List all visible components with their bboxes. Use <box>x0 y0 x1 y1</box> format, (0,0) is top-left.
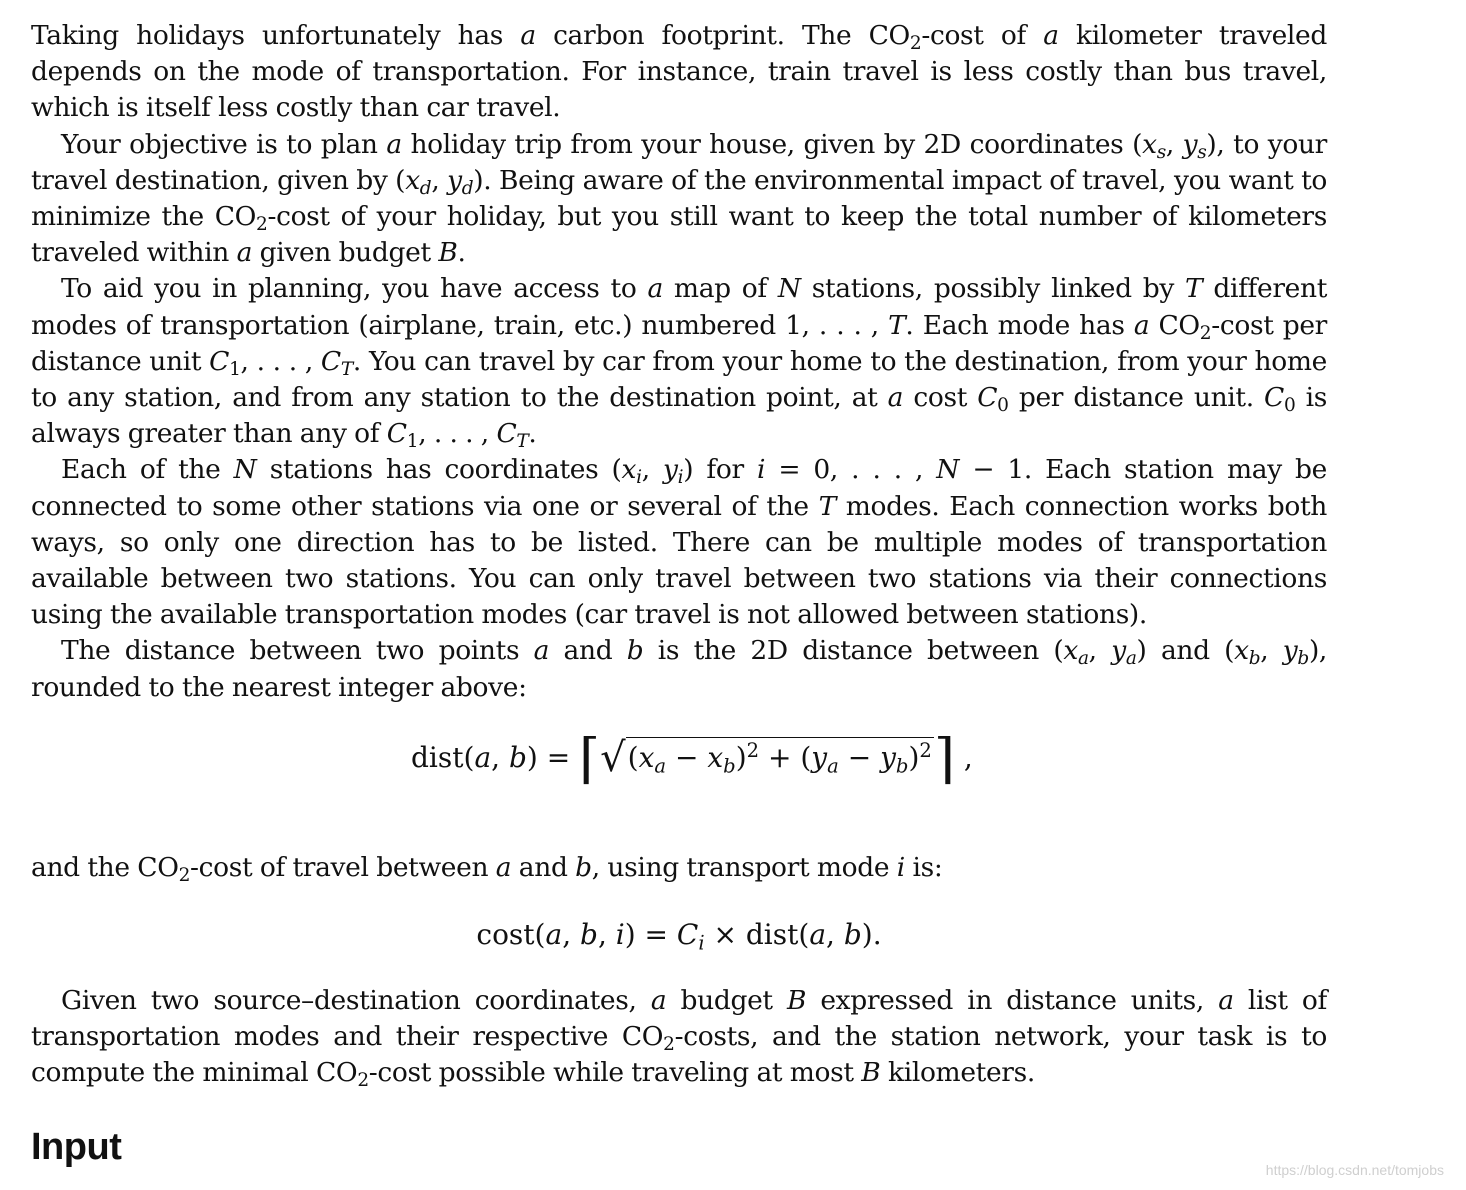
paragraph-task: Given two source–destination coordinates, a budget B expressed in distance units, a list of transportation modes and their respective $CO_2$-costs, and the station network, your task is to compute the minimal $CO_2$-cost possible while traveling at most B kilometers. <box>31 985 1327 1092</box>
watermark: https://blog.csdn.net/tomjobs <box>1265 1162 1444 1178</box>
paragraph-connections: Each of the N stations has coordinates ($x_i$, $y_i$) for i = 0, . . . , N − 1. Each station may be connected to some other stations via one or several of the T modes. Each connection works both ways, so only one direction has to be listed. There can be multiple modes of transportation available between two stations. You can only travel between two stations via their connections using the available transportation modes (car travel is not allowed between stations). <box>31 454 1327 631</box>
paragraph-objective: Your objective is to plan a holiday trip from your house, given by 2D coordinates ($x_s$, $y_s$), to your travel destination, given by ($x_d$, $y_d$). Being aware of the environmental impact of travel, you want to minimize the $CO_2$-cost of your holiday, but you still want to keep the total number of kilometers traveled within a given budget B. <box>31 128 1327 269</box>
paragraph-intro: Taking holidays unfortunately has a carbon footprint. The $CO_2$-cost of a kilometer traveled depends on the mode of transportation. For instance, train travel is less costly than bus travel, which is itself less costly than car travel. <box>31 20 1327 124</box>
problem-statement <box>31 18 1328 1168</box>
paragraph-cost-intro: and the $CO_2$-cost of travel between a and b, using transport mode i is: <box>31 852 943 887</box>
section-heading-input: Input <box>31 1126 122 1168</box>
cost-formula: cost(a, b, $i) = C_i$ × dist(a, b). <box>476 918 882 955</box>
paragraph-stations: To aid you in planning, you have access to a map of N stations, possibly linked by T different modes of transportation (airplane, train, etc.) numbered 1, . . . , T. Each mode has a $CO_2$-cost per distance unit $C_1$, . . . , $C_T$. You can travel by car from your home to the destination, from your home to any station, and from any station to the destination point, at a cost $C_0$ per distance unit. $C_0$ is always greater than any of $C_1$, . . . , $C_T$. <box>31 273 1328 453</box>
paragraph-distance: The distance between two points a and b is the 2D distance between ($x_a$, $y_a$) and ($x_b$, $y_b$), rounded to the nearest integer above: <box>31 635 1327 703</box>
distance-formula: dist(a, $b) = ⌈√(x_a - x_b)^2 + (y_a$ − $y_b)^2⌉$ , <box>411 727 973 790</box>
